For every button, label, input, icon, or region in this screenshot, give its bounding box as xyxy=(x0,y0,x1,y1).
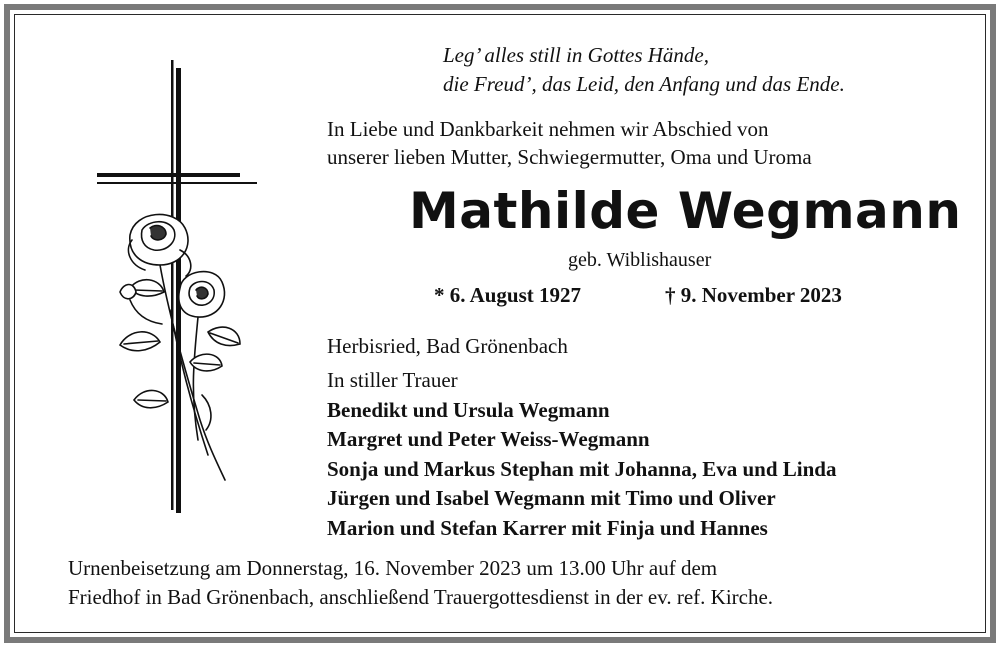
funeral-line-2: Friedhof in Bad Grönenbach, anschließend Trauergottesdienst in der ev. ref. Kirche. xyxy=(68,585,774,609)
deceased-name: Mathilde Wegmann xyxy=(409,182,962,240)
mourners-block xyxy=(327,366,836,543)
verse-line-1: Leg’ alles still in Gottes Hände, xyxy=(443,43,709,67)
birth-date: * 6. August 1927 xyxy=(434,283,582,307)
verse-line-2: die Freud’, das Leid, den Anfang und das Ende. xyxy=(443,72,845,96)
mourner-line: Sonja und Markus Stephan mit Johanna, Eva und Linda xyxy=(327,456,837,481)
maiden-name: geb. Wiblishauser xyxy=(568,249,712,271)
residence-place: Herbisried, Bad Grönenbach xyxy=(327,334,568,358)
cross-icon xyxy=(97,60,257,513)
funeral-line-1: Urnenbeisetzung am Donnerstag, 16. November 2023 um 13.00 Uhr auf dem xyxy=(68,556,718,580)
mourners-heading: In stiller Trauer xyxy=(327,368,458,392)
cross-with-roses-icon xyxy=(90,60,260,520)
mourner-line: Jürgen und Isabel Wegmann mit Timo und Oliver xyxy=(327,486,776,510)
death-date: † 9. November 2023 xyxy=(665,283,842,307)
mourner-line: Marion und Stefan Karrer mit Finja und Hannes xyxy=(327,515,768,540)
mourner-line: Margret und Peter Weiss-Wegmann xyxy=(327,427,650,451)
intro-line-2: unserer lieben Mutter, Schwiegermutter, Oma und Uroma xyxy=(327,145,812,169)
mourner-line: Benedikt und Ursula Wegmann xyxy=(327,397,610,422)
intro-line-1: In Liebe und Dankbarkeit nehmen wir Abschied von xyxy=(327,117,769,141)
